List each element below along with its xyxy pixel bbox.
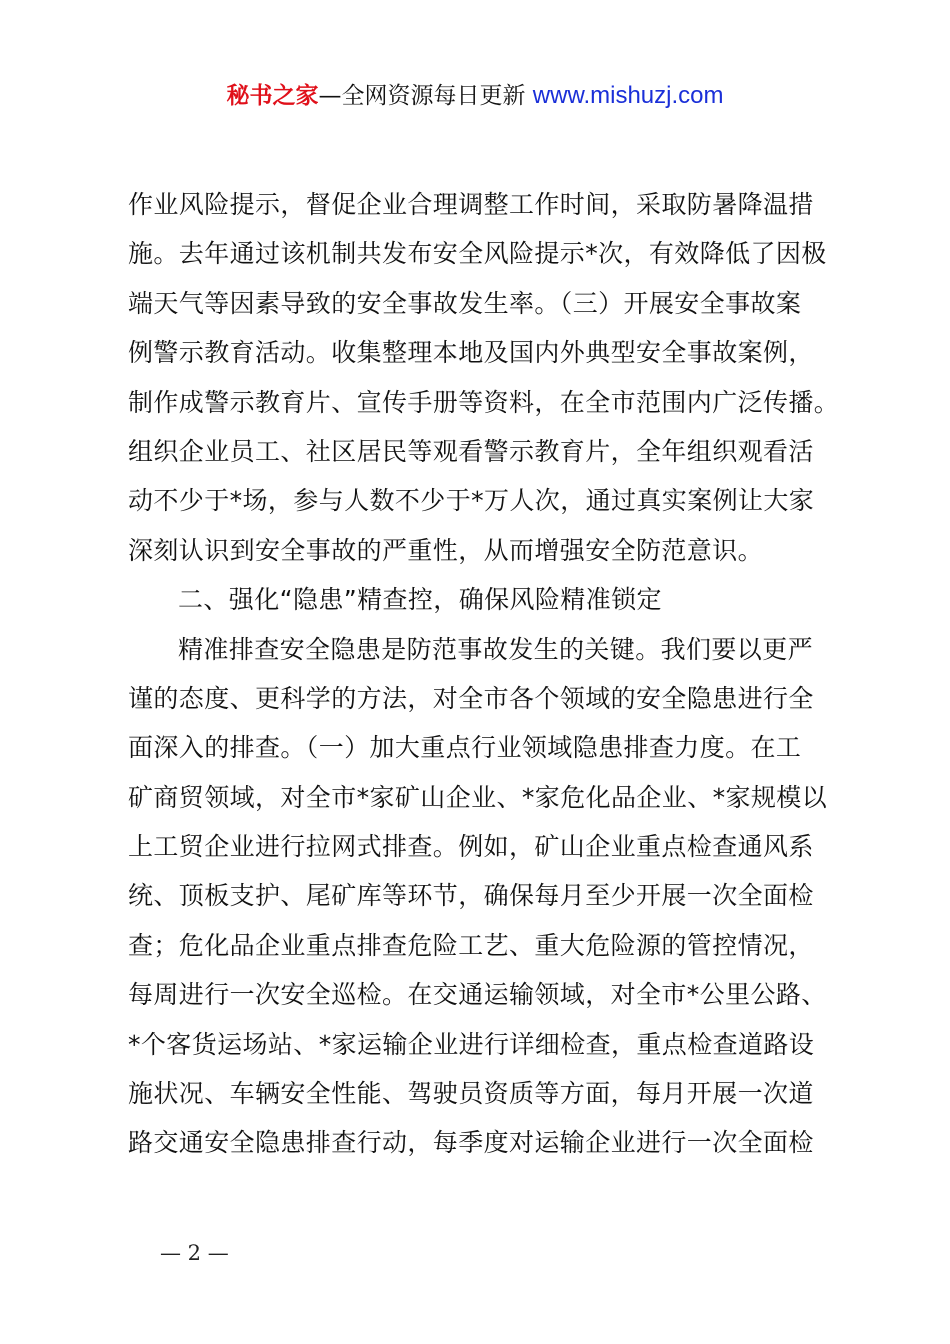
text-line: 查；危化品企业重点排查危险工艺、重大危险源的管控情况， [128,930,814,960]
text-line: 深刻认识到安全事故的严重性，从而增强安全防范意识。 [128,535,764,565]
text-line: 统、顶板支护、尾矿库等环节，确保每月至少开展一次全面检 [128,881,814,911]
text-line: 制作成警示教育片、宣传手册等资料，在全市范围内广泛传播。 [128,387,840,417]
text-line: 每周进行一次安全巡检。在交通运输领域，对全市*公里公路、 [128,980,827,1010]
site-header [0,78,950,114]
text-line: 动不少于*场，参与人数不少于*万人次，通过真实案例让大家 [128,486,815,516]
page-number: — 2 — [160,1241,229,1265]
document-body [128,180,838,1168]
text-line: 组织企业员工、社区居民等观看警示教育片，全年组织观看活 [128,436,814,466]
site-brand: 秘书之家 [226,83,319,109]
site-url-link[interactable]: www.mishuzj.com [532,82,724,109]
text-line: 施状况、车辆安全性能、驾驶员资质等方面，每月开展一次道 [128,1079,814,1109]
text-line: 施。去年通过该机制共发布安全风险提示*次，有效降低了因极 [128,239,827,269]
paragraph-first-line: 精准排查安全隐患是防范事故发生的关键。我们要以更严 [178,634,814,664]
text-line: 路交通安全隐患排查行动，每季度对运输企业进行一次全面检 [128,1128,814,1158]
text-line: 上工贸企业进行拉网式排查。例如，矿山企业重点检查通风系 [128,832,814,862]
text-line: 面深入的排查。（一）加大重点行业领域隐患排查力度。在工 [128,733,802,763]
text-line: 谨的态度、更科学的方法，对全市各个领域的安全隐患进行全 [128,683,814,713]
site-tagline: —全网资源每日更新 [318,83,526,109]
text-line: 端天气等因素导致的安全事故发生率。（三）开展安全事故案 [128,288,802,318]
text-line: 矿商贸领域，对全市*家矿山企业、*家危化品企业、*家规模以 [128,782,828,812]
text-line: 作业风险提示，督促企业合理调整工作时间，采取防暑降温措 [128,190,814,219]
section-heading: 二、强化“隐患”精查控，确保风险精准锁定 [178,585,662,615]
text-line: 例警示教育活动。收集整理本地及国内外典型安全事故案例， [128,338,814,368]
text-line: *个客货运场站、*家运输企业进行详细检查，重点检查道路设 [128,1029,815,1059]
